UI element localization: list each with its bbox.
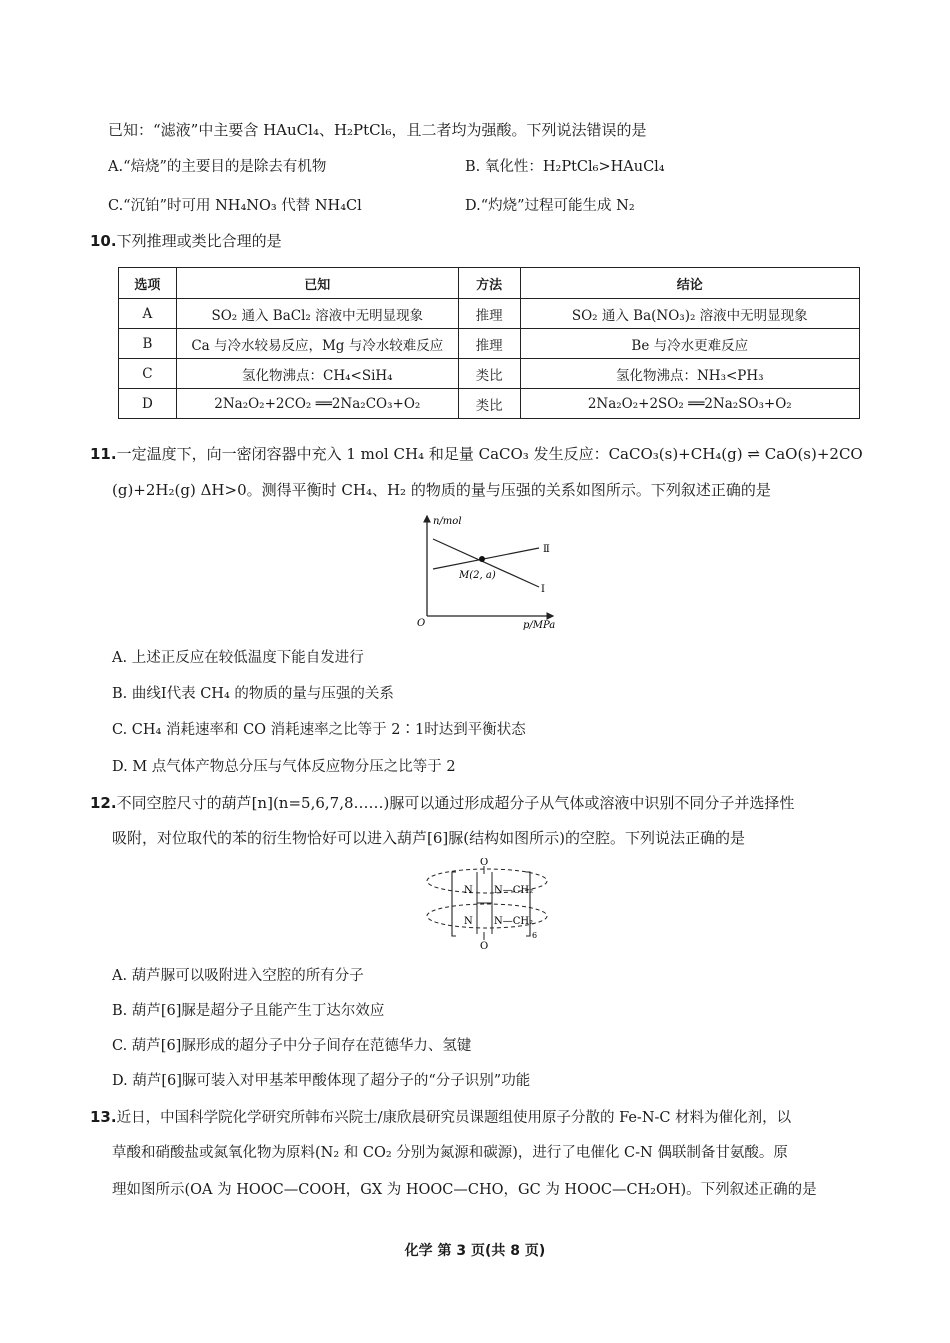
curve-1-label: Ⅰ bbox=[541, 584, 545, 595]
q12-line1: 不同空腔尺寸的葫芦[n](n=5,6,7,8……)脲可以通过形成超分子从气体或溶液中识别不同分子并选择性 bbox=[116, 794, 795, 812]
q13-line1: 近日，中国科学院化学研究所韩布兴院士/康欣晨研究员课题组使用原子分散的 Fe-N-C 材料为催化剂，以 bbox=[116, 1110, 792, 1126]
q9-option-b: B. 氧化性：H₂PtCl₆>HAuCl₄ bbox=[465, 159, 665, 175]
page-footer: 化学 第 3 页(共 8 页) bbox=[404, 1243, 546, 1259]
q11-option-d: D. M 点气体产物总分压与气体反应物分压之比等于 2 bbox=[112, 759, 456, 775]
q10-table bbox=[118, 267, 860, 419]
q13-number: 13. bbox=[90, 1108, 117, 1126]
q11-option-c: C. CH₄ 消耗速率和 CO 消耗速率之比等于 2∶1时达到平衡状态 bbox=[112, 722, 526, 738]
q12-structure bbox=[420, 858, 560, 950]
q10-stem-line bbox=[90, 231, 282, 251]
oxygen-top: O bbox=[480, 858, 489, 868]
q12-option-c: C. 葫芦[6]脲形成的超分子中分子间存在范德华力、氢键 bbox=[112, 1038, 472, 1054]
q11-option-a: A. 上述正反应在较低温度下能自发进行 bbox=[112, 650, 364, 666]
cell-conclusion: SO₂ 通入 Ba(NO₃)₂ 溶液中无明显现象 bbox=[520, 299, 859, 329]
table-row bbox=[119, 329, 860, 359]
q9-option-a: A.“焙烧”的主要目的是除去有机物 bbox=[108, 159, 327, 175]
q13-stem-line-2: 草酸和硝酸盐或氮氧化物为原料(N₂ 和 CO₂ 分别为氮源和碳源)，进行了电催化 C-N 偶联制备甘氨酸。原 bbox=[112, 1145, 788, 1161]
point-m-label: M(2, a) bbox=[459, 570, 496, 581]
q9-option-d: D.“灼烧”过程可能生成 N₂ bbox=[465, 198, 635, 214]
cell-conclusion: Be 与冷水更难反应 bbox=[520, 329, 859, 359]
q11-stem-line-1 bbox=[90, 444, 863, 464]
cell-method: 推理 bbox=[458, 299, 520, 329]
curve-2-label: Ⅱ bbox=[543, 544, 550, 555]
cell-known: 氢化物沸点：CH₄<SiH₄ bbox=[176, 359, 458, 389]
q10-stem: 下列推理或类比合理的是 bbox=[116, 232, 282, 250]
header-conclusion: 结论 bbox=[520, 268, 859, 299]
q12-option-b: B. 葫芦[6]脲是超分子且能产生丁达尔效应 bbox=[112, 1003, 385, 1019]
cell-conclusion: 氢化物沸点：NH₃<PH₃ bbox=[520, 359, 859, 389]
origin-label: O bbox=[417, 618, 426, 629]
cell-method: 类比 bbox=[458, 389, 520, 419]
q11-option-b: B. 曲线Ⅰ代表 CH₄ 的物质的量与压强的关系 bbox=[112, 686, 394, 702]
point-m bbox=[479, 556, 485, 562]
table-row bbox=[119, 299, 860, 329]
cell-option: A bbox=[119, 299, 177, 329]
cell-option: C bbox=[119, 359, 177, 389]
q13-stem-line-3: 理如图所示(OA 为 HOOC—COOH，GX 为 HOOC—CHO，GC 为 HOOC—CH₂OH)。下列叙述正确的是 bbox=[112, 1182, 817, 1198]
cell-option: D bbox=[119, 389, 177, 419]
q9-known: 已知：“滤液”中主要含 HAuCl₄、H₂PtCl₆，且二者均为强酸。下列说法错误的是 bbox=[108, 121, 647, 139]
q11-stem-line-2: (g)+2H₂(g) ΔH>0。测得平衡时 CH₄、H₂ 的物质的量与压强的关系如图所示。下列叙述正确的是 bbox=[112, 481, 771, 499]
oxygen-bottom: O bbox=[480, 941, 489, 950]
cell-option: B bbox=[119, 329, 177, 359]
header-known: 已知 bbox=[176, 268, 458, 299]
cell-method: 推理 bbox=[458, 329, 520, 359]
table-row bbox=[119, 389, 860, 419]
table-row bbox=[119, 359, 860, 389]
q13-stem-line-1 bbox=[90, 1107, 791, 1128]
q10-table-header bbox=[119, 268, 860, 299]
header-option: 选项 bbox=[119, 268, 177, 299]
q10-number: 10. bbox=[90, 232, 117, 250]
curve-2 bbox=[433, 548, 539, 569]
cell-known: SO₂ 通入 BaCl₂ 溶液中无明显现象 bbox=[176, 299, 458, 329]
cell-conclusion: 2Na₂O₂+2SO₂ ══2Na₂SO₃+O₂ bbox=[520, 389, 859, 419]
repeat-subscript: 6 bbox=[532, 931, 538, 940]
q9-option-c: C.“沉铂”时可用 NH₄NO₃ 代替 NH₄Cl bbox=[108, 198, 362, 214]
q12-option-d: D. 葫芦[6]脲可装入对甲基苯甲酸体现了超分子的“分子识别”功能 bbox=[112, 1073, 531, 1089]
cell-known: 2Na₂O₂+2CO₂ ══2Na₂CO₃+O₂ bbox=[176, 389, 458, 419]
q12-number: 12. bbox=[90, 794, 117, 812]
q11-line1: 一定温度下，向一密闭容器中充入 1 mol CH₄ 和足量 CaCO₃ 发生反应：CaCO₃(s)+CH₄(g) ⇌ CaO(s)+2CO bbox=[116, 445, 863, 463]
nitrogen-bottom-left: N bbox=[464, 916, 473, 927]
q12-stem-line-1 bbox=[90, 793, 794, 813]
q11-graph bbox=[415, 512, 565, 632]
y-axis-label: n/mol bbox=[433, 516, 462, 527]
cell-method: 类比 bbox=[458, 359, 520, 389]
q11-number: 11. bbox=[90, 445, 117, 463]
nitrogen-top-right: N—CH₂ bbox=[494, 885, 534, 896]
cell-known: Ca 与冷水较易反应，Mg 与冷水较难反应 bbox=[176, 329, 458, 359]
nitrogen-bottom-right: N—CH₂ bbox=[494, 916, 534, 927]
nitrogen-top-left: N bbox=[464, 885, 473, 896]
q12-option-a: A. 葫芦脲可以吸附进入空腔的所有分子 bbox=[112, 968, 364, 984]
x-axis-label: p/MPa bbox=[523, 620, 556, 631]
header-method: 方法 bbox=[458, 268, 520, 299]
q12-stem-line-2: 吸附，对位取代的苯的衍生物恰好可以进入葫芦[6]脲(结构如图所示)的空腔。下列说法正确的是 bbox=[112, 829, 745, 847]
